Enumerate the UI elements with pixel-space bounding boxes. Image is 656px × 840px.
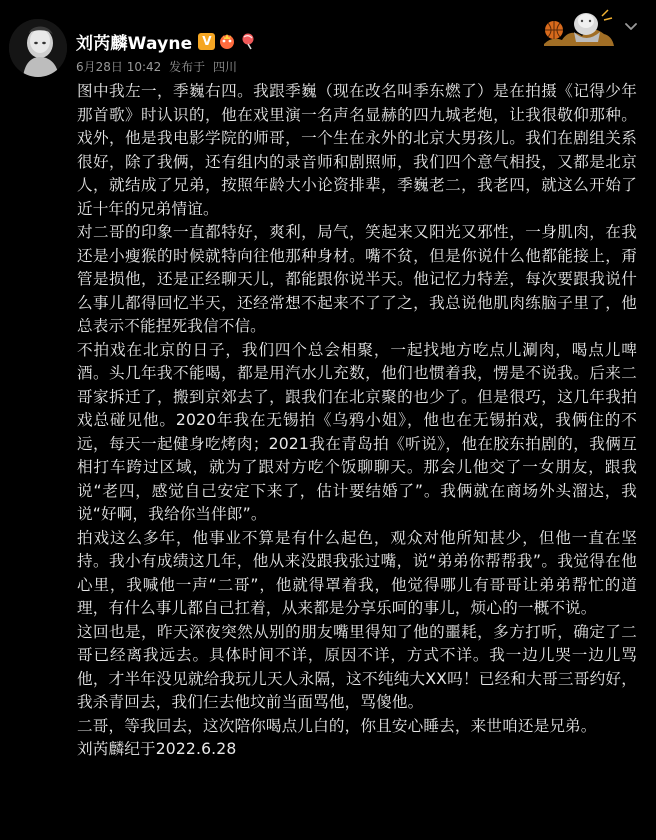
badges bbox=[198, 32, 260, 50]
fan-badge-icon[interactable] bbox=[218, 32, 236, 50]
post-date: 6月28日 10:42 bbox=[76, 60, 162, 74]
post-paragraph: 对二哥的印象一直都特好，爽利，局气，笑起来又阳光又邪性，一身肌肉，在我还是小瘦猴的时候就特向往他那种身材。嘴不贫，但是你说什么他都能接上，甭管是损他，还是正经聊天儿，都能跟你说半天。他记忆力特差，每次要跟我说什么事儿都得回忆半天，还经常想不起来不了了之，我总说他肌肉练脑子里了，他总表示不能捏死我信不信。 bbox=[77, 223, 637, 335]
author-row bbox=[76, 28, 260, 54]
post-paragraph: 拍戏这么多年，他事业不算是有什么起色，观众对他所知甚少，但他一直在坚持。我小有成绩这几年，他从来没跟我张过嘴，说“弟弟你帮帮我”。我觉得在他心里，我喊他一声“二哥”，他就得罩着我，他觉得哪儿有哥哥让弟弟帮忙的道理，有什么事儿都自己扛着，从来都是分享乐呵的事儿，烦心的一概不说。 bbox=[77, 528, 637, 617]
post-meta bbox=[76, 58, 241, 75]
post-location[interactable]: 四川 bbox=[212, 60, 237, 74]
username[interactable]: 刘芮麟Wayne bbox=[76, 33, 193, 54]
post-paragraph: 二哥，等我回去，这次陪你喝点儿白的，你且安心睡去，来世咱还是兄弟。 bbox=[77, 716, 597, 735]
lollipop-badge-icon[interactable] bbox=[239, 32, 257, 50]
chevron-down-icon[interactable] bbox=[624, 22, 638, 32]
source-label: 发布于 bbox=[169, 60, 206, 74]
avatar-portrait-icon bbox=[9, 19, 67, 77]
post-signature: 刘芮麟纪于2022.6.28 bbox=[77, 740, 237, 758]
post-paragraph: 这回也是，昨天深夜突然从别的朋友嘴里得知了他的噩耗，多方打听，确定了二哥已经离我远去。具体时间不详，原因不详，方式不详。我一边儿哭一边儿骂他，才半年没见就给我玩儿天人永隔，这不纯纯大XX吗！已经和大哥三哥约好，我杀青回去，我们仨去他坟前当面骂他，骂傻他。 bbox=[77, 622, 637, 711]
post-paragraph: 不拍戏在北京的日子，我们四个总会相聚，一起找地方吃点儿涮肉，喝点儿啤酒。头几年我不能喝，都是用汽水儿充数，他们也惯着我，愣是不说我。后来二哥家拆迁了，搬到京郊去了，跟我们在北京聚的也少了。但是很巧，这几年我拍戏总碰见他。2020年我在无锡拍《乌鸦小姐》，他也在无锡拍戏，我俩住的不远，每天一起健身吃烤肉；2021我在青岛拍《听说》，他在胶东拍剧的，我俩互相打车跨过区域，就为了跟对方吃个饭聊聊天。那会儿他交了一女朋友，跟我说“老四，感觉自己安定下来了，估计要结婚了”。我俩就在商场外头溜达，我说“好啊，我给你当伴郎”。 bbox=[77, 340, 637, 523]
decorative-card-art bbox=[540, 6, 616, 50]
avatar[interactable] bbox=[9, 19, 67, 77]
basketball-card-decoration-icon bbox=[540, 6, 616, 50]
post-body bbox=[77, 80, 637, 762]
post-paragraph: 图中我左一，季巍右四。我跟季巍（现在改名叫季东燃了）是在拍摄《记得少年那首歌》时认识的，他在戏里演一名声名显赫的四九城老炮，让我很敬仰那种。戏外，他是我电影学院的师哥，一个生在永外的北京大男孩儿。我们在剧组关系很好，除了我俩，还有组内的录音师和剧照师，我们四个意气相投，又都是北京人，就结成了兄弟，按照年龄大小论资排辈，季巍老二，我老四，就这么开始了近十年的兄弟情谊。 bbox=[77, 82, 637, 218]
verified-badge[interactable]: V bbox=[198, 33, 215, 50]
